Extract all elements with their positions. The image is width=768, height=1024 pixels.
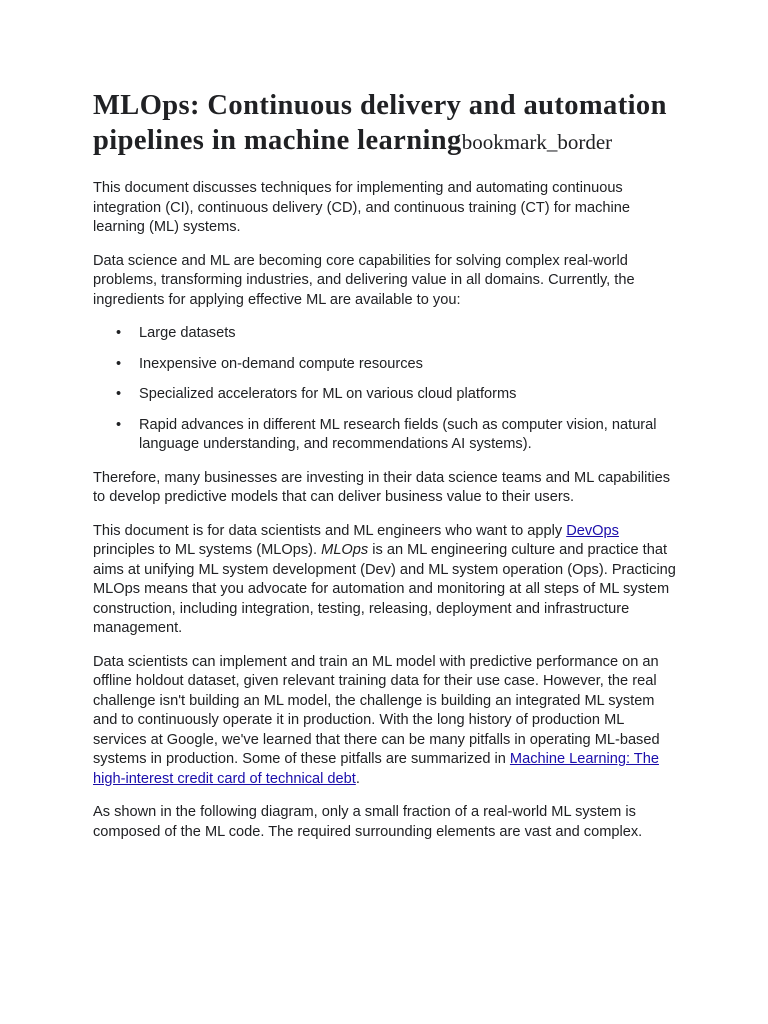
ingredients-list bbox=[93, 324, 678, 455]
mlops-emphasis: MLOps bbox=[321, 542, 369, 558]
audience-text-middle: principles to ML systems (MLOps). bbox=[93, 542, 322, 558]
page-title bbox=[93, 88, 678, 160]
technical-debt-link[interactable]: Machine Learning: The high-interest credit card of technical debt bbox=[93, 751, 659, 787]
challenge-text: Data scientists can implement and train an ML model with predictive performance on an offline holdout dataset, given relevant training data for their use case. However, the real challenge isn't building an ML model, the challenge is building an integrated ML system and to continuously operate it in production. With the long history of production ML services at Google, we've learned that there can be many pitfalls in operating ML-based systems in production. Some of these pitfalls are summarized in bbox=[93, 653, 660, 767]
audience-text-start: This document is for data scientists and ML engineers who want to apply bbox=[93, 522, 567, 539]
bullet-icon: • bbox=[116, 386, 122, 402]
list-item bbox=[116, 324, 678, 344]
list-item-text: Specialized accelerators for ML on various cloud platforms bbox=[139, 386, 517, 402]
page-title-text: MLOps: Continuous delivery and automation pipelines in machine learning bbox=[93, 90, 667, 156]
bullet-icon: • bbox=[116, 325, 122, 341]
core-capabilities-paragraph: Data science and ML are becoming core capabilities for solving complex real-world problems, transforming industries, and delivering value in all domains. Currently, the ingredients for applying effective ML are available to you: bbox=[93, 252, 635, 308]
challenge-text-end: . bbox=[355, 770, 360, 787]
list-item-text: Large datasets bbox=[139, 325, 236, 341]
bookmark-icon[interactable]: bookmark_border bbox=[461, 130, 613, 154]
list-item-text: Rapid advances in different ML research fields (such as computer vision, natural language understanding, and recommendations AI systems). bbox=[139, 416, 657, 452]
bullet-icon: • bbox=[116, 416, 122, 433]
list-item bbox=[116, 385, 678, 405]
audience-text-end: is an ML engineering culture and practice that aims at unifying ML system development (Dev) and ML system operation (Ops). Practicing MLOps means that you advocate for automation and monitoring at all steps of ML system construction, including integration, testing, releasing, deployment and infrastructure management. bbox=[93, 542, 676, 636]
document-page bbox=[93, 88, 678, 856]
devops-link[interactable]: DevOps bbox=[566, 522, 619, 539]
list-item bbox=[116, 416, 678, 455]
bullet-icon: • bbox=[116, 355, 122, 372]
challenge-paragraph bbox=[93, 653, 678, 790]
list-item bbox=[116, 355, 678, 375]
list-item-text: Inexpensive on-demand compute resources bbox=[139, 355, 423, 372]
therefore-paragraph: Therefore, many businesses are investing in their data science teams and ML capabilities to develop predictive models that can deliver business value to their users. bbox=[93, 469, 671, 505]
intro-paragraph: This document discusses techniques for implementing and automating continuous integration (CI), continuous delivery (CD), and continuous training (CT) for machine learning (ML) systems. bbox=[93, 180, 630, 235]
diagram-intro-paragraph: As shown in the following diagram, only a small fraction of a real-world ML system is composed of the ML code. The required surrounding elements are vast and complex. bbox=[93, 804, 643, 840]
audience-paragraph bbox=[93, 522, 678, 639]
